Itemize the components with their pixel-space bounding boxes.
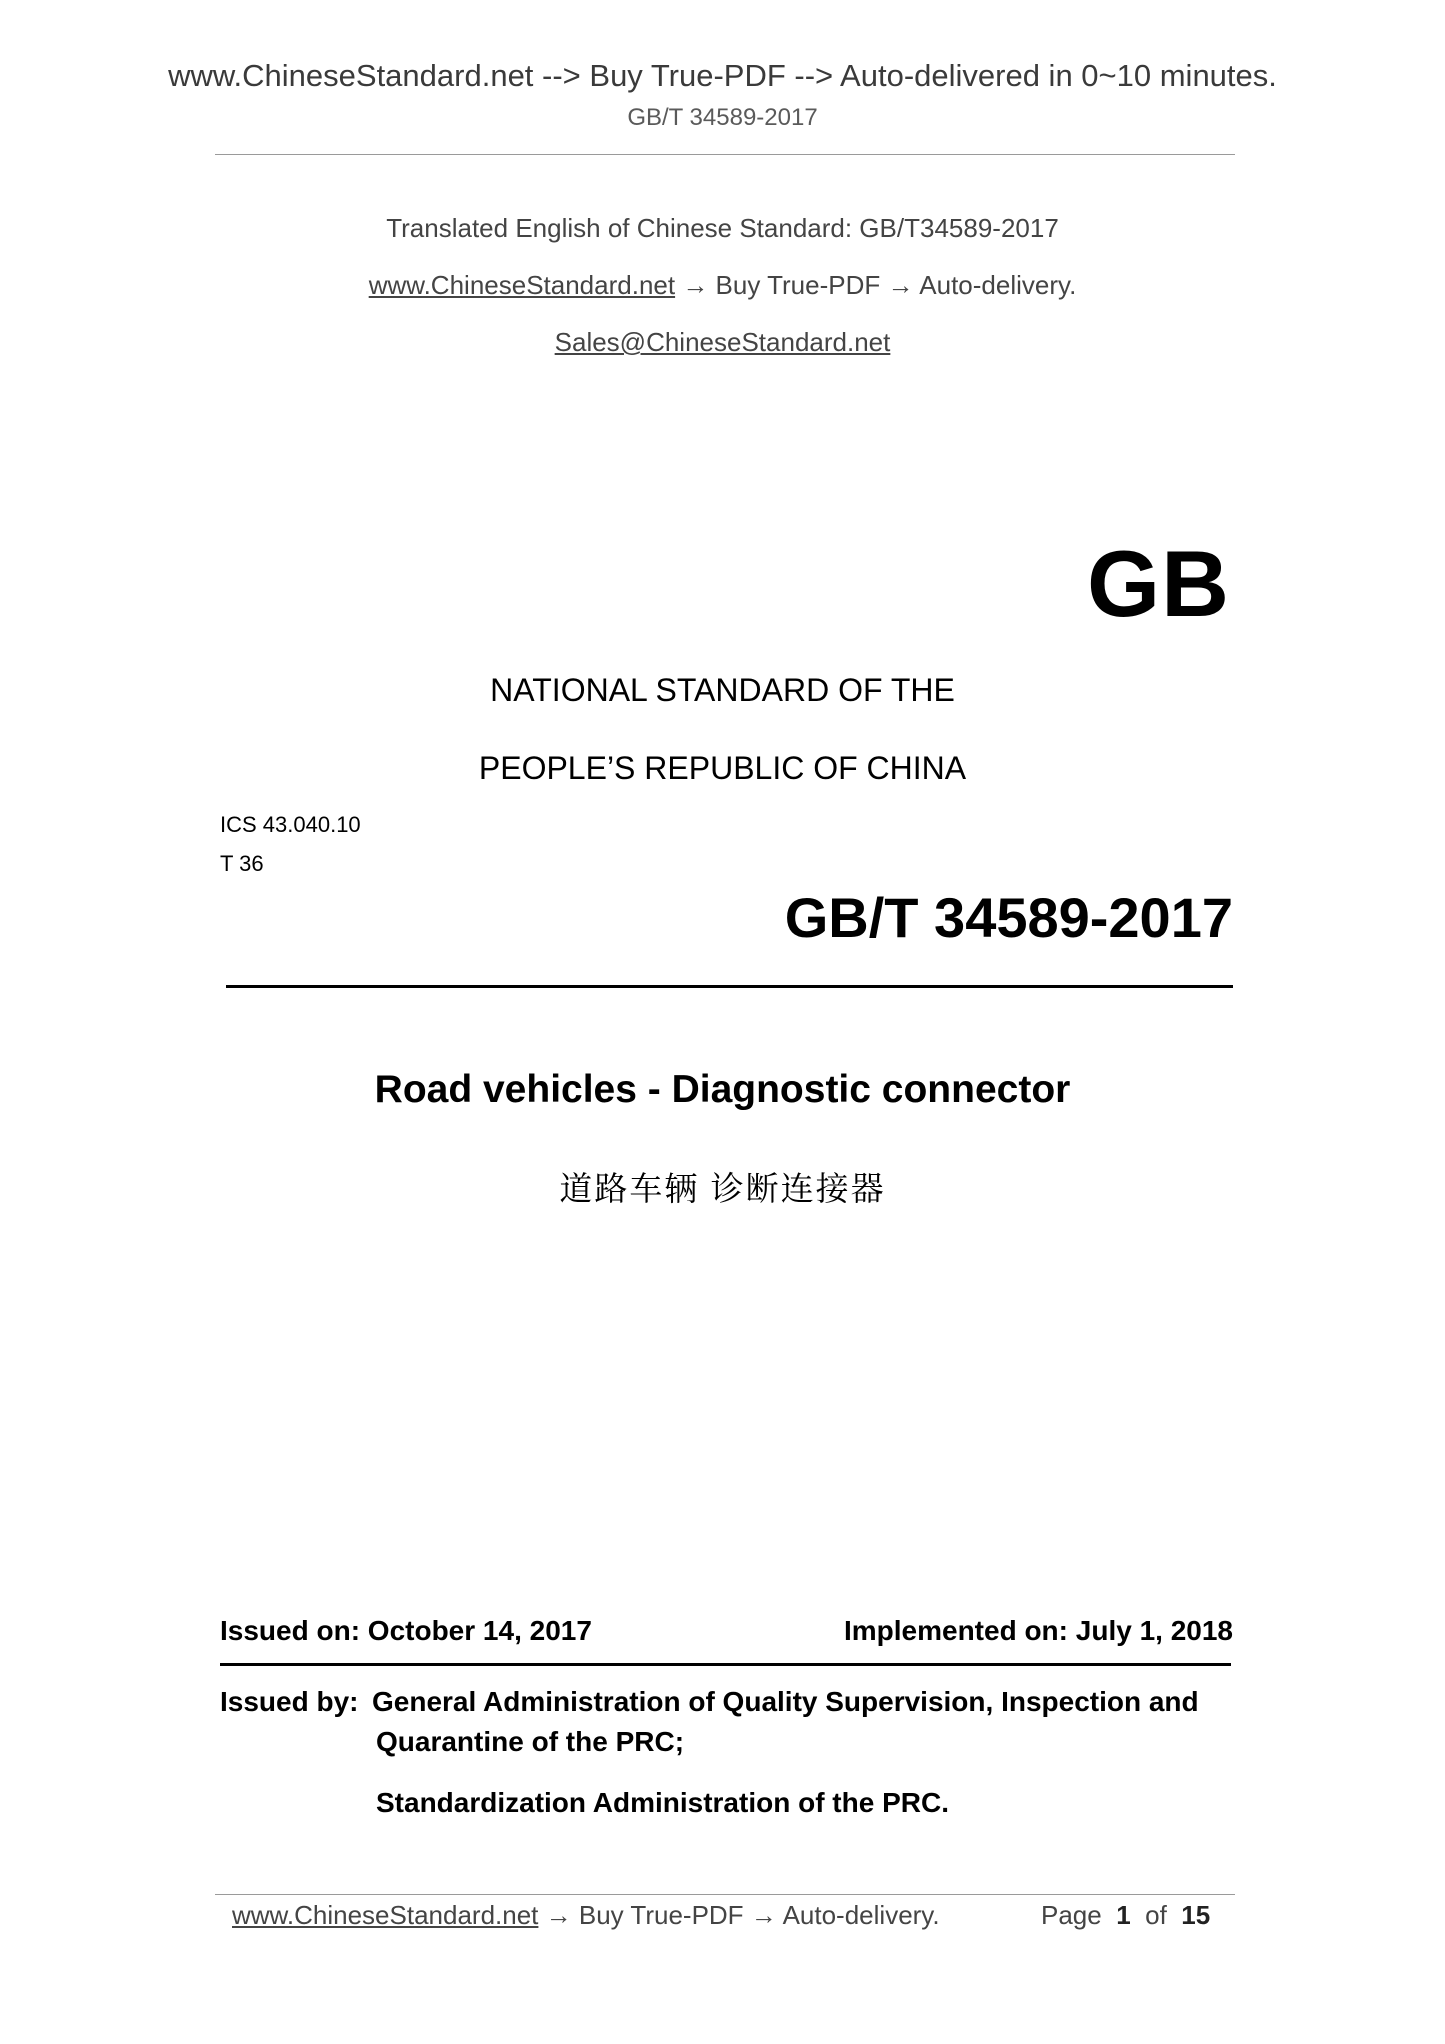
page-word: Page — [1041, 1900, 1102, 1930]
issued-by-label: Issued by: — [220, 1686, 359, 1717]
of-word: of — [1145, 1900, 1167, 1930]
document-title-chinese: 道路车辆 诊断连接器 — [559, 1170, 886, 1207]
purchase-line-text: → Buy True-PDF → Auto-delivery. — [675, 270, 1077, 300]
title-rule — [226, 985, 1233, 988]
chinesestandard-link[interactable]: www.ChineseStandard.net — [368, 270, 676, 300]
footer-divider — [215, 1894, 1235, 1895]
purchase-line — [0, 270, 1445, 301]
page-total: 15 — [1181, 1900, 1211, 1930]
implemented-date: Implemented on: July 1, 2018 — [843, 1615, 1233, 1646]
translated-notice: Translated English of Chinese Standard: GB/T34589-2017 — [386, 213, 1059, 243]
footer-purchase-text: → Buy True-PDF → Auto-delivery. — [538, 1900, 940, 1930]
issued-date: Issued on: October 14, 2017 — [220, 1615, 592, 1646]
standard-number: GB/T 34589-2017 — [784, 886, 1233, 949]
footer-chinesestandard-link[interactable]: www.ChineseStandard.net — [232, 1900, 539, 1930]
page-number: 1 — [1116, 1900, 1131, 1930]
document-title-english: Road vehicles - Diagnostic connector — [374, 1068, 1071, 1111]
dates-rule — [220, 1663, 1231, 1666]
national-standard-line2: PEOPLE’S REPUBLIC OF CHINA — [478, 750, 967, 786]
sales-email-link[interactable]: Sales@ChineseStandard.net — [554, 327, 891, 357]
header-standard-code: GB/T 34589-2017 — [627, 104, 818, 131]
footer-purchase-line — [232, 1900, 940, 1931]
header-banner: www.ChineseStandard.net --> Buy True-PDF --> Auto-delivered in 0~10 minutes. — [168, 58, 1277, 93]
issuer-line2: Quarantine of the PRC; — [376, 1726, 685, 1757]
classification-code: T 36 — [220, 851, 264, 876]
issuer-line3: Standardization Administration of the PRC. — [376, 1787, 949, 1818]
national-standard-line1: NATIONAL STANDARD OF THE — [490, 672, 955, 708]
ics-code: ICS 43.040.10 — [220, 812, 361, 837]
gb-mark: GB — [1087, 531, 1230, 636]
page-indicator — [1041, 1900, 1210, 1931]
header-divider — [215, 154, 1235, 155]
issuer-line1: General Administration of Quality Supervision, Inspection and — [372, 1686, 1199, 1717]
